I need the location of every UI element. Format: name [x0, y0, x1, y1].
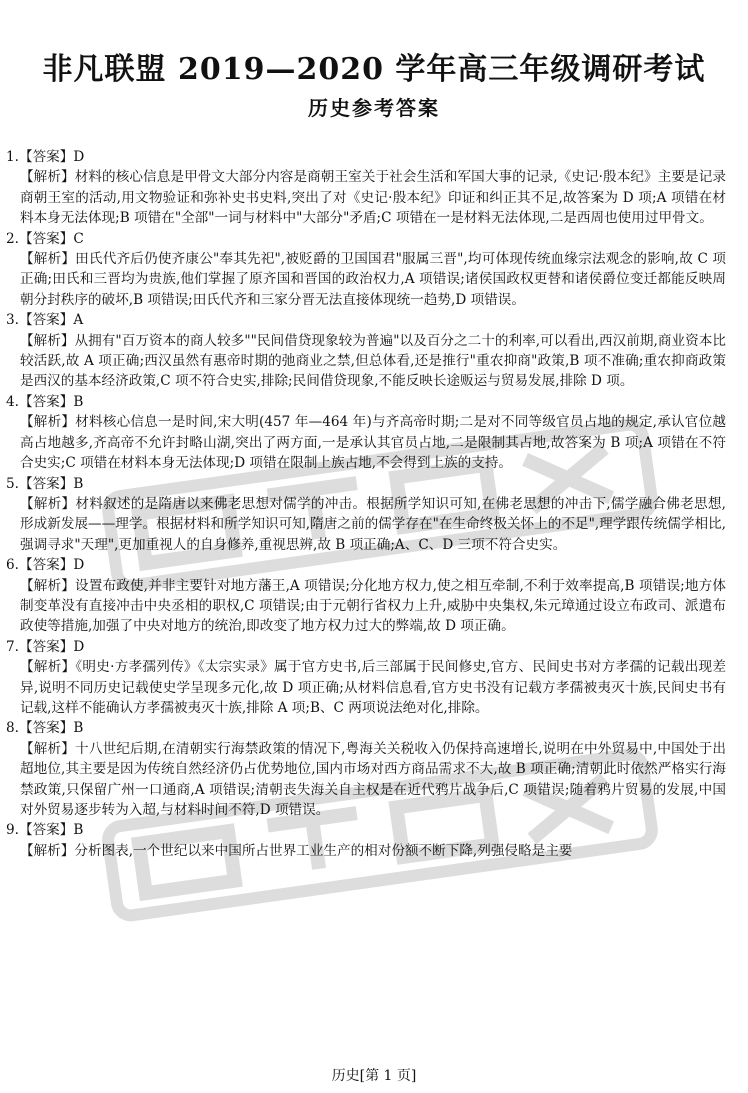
answer-item	[6, 147, 726, 229]
answer-item	[6, 555, 726, 637]
explanation-text: 【解析】材料叙述的是隋唐以来佛老思想对儒学的冲击。根据所学知识可知,在佛老思想的冲击下,儒学融合佛老思想,形成新发展——理学。根据材料和所学知识可知,隋唐之前的儒学存在"在生命终极关怀上的不足",理学跟传统儒学相比,强调寻求"天理",更加重视人的自身修养,重视思辨,故 B 项正确;A、C、D 三项不符合史实。	[20, 495, 726, 553]
answer-item	[6, 392, 726, 474]
explanation-text: 【解析】材料的核心信息是甲骨文大部分内容是商朝王室关于社会生活和军国大事的记录,《史记·殷本纪》主要是记录商朝王室的活动,用文物验证和弥补史书史料,突出了对《史记·殷本纪》印证和纠正其不足,故答案为 D 项;A 项错在材料本身无法体现;B 项错在"全部"一词与材料中"大部分"矛盾;C 项错在一是材料无法体现,二是西周也使用过甲骨文。	[20, 169, 726, 227]
explanation-text: 【解析】设置布政使,并非主要针对地方藩王,A 项错误;分化地方权力,使之相互牵制,不利于效率提高,B 项错误;地方体制变革没有直接冲击中央丞相的职权,C 项错误;由于元朝行省权力上升,威胁中央集权,朱元璋通过设立布政司、派遣布政使等措施,加强了中央对地方的统治,即改变了地方权力过大的弊端,故 D 项正确。	[20, 577, 726, 635]
explanation-text: 【解析】分析图表,一个世纪以来中国所占世界工业生产的相对份额不断下降,列强侵略是主要	[20, 842, 573, 859]
answer-line: 7.【答案】D	[6, 638, 85, 655]
answer-item	[6, 310, 726, 392]
answer-item	[6, 820, 726, 861]
answer-item	[6, 637, 726, 719]
explanation-text: 【解析】《明史·方孝孺列传》《太宗实录》属于官方史书,后三部属于民间修史,官方、民间史书对方孝孺的记载出现差异,说明不同历史记载使史学呈现多元化,故 D 项正确;从材料信息看,官方史书没有记载方孝孺被夷灭十族,民间史书有记载,这样不能确认方孝孺被夷灭十族,排除 A 项;B、C 两项说法绝对化,排除。	[20, 659, 726, 716]
answer-line: 1.【答案】D	[6, 149, 85, 165]
explanation-text: 【解析】十八世纪后期,在清朝实行海禁政策的情况下,粤海关关税收入仍保持高速增长,说明在中外贸易中,中国处于出超地位,其主要是因为传统自然经济仍占优势地位,国内市场对西方商品需求不大,故 B 项正确;清朝此时依然严格实行海禁政策,只保留广州一口通商,A 项错误;清朝丧失海关自主权是在近代鸦片战争后,C 项错误;随着鸦片贸易的发展,中国对外贸易逐步转为入超,与材料时间不符,D 项错误。	[20, 740, 726, 818]
answer-line: 5.【答案】B	[6, 475, 84, 492]
answer-item	[6, 718, 726, 820]
explanation-text: 【解析】材料核心信息一是时间,宋大明(457 年—464 年)与齐高帝时期;二是对不同等级官员占地的规定,承认官位越高占地越多,齐高帝不允许封略山湖,突出了两方面,一是承认其官员占地,二是限制其占地,故答案为 B 项;A 项错在不符合史实;C 项错在材料本身无法体现;D 项错在限制上族占地,不会得到上族的支持。	[20, 414, 726, 472]
answer-item	[6, 474, 726, 556]
page-footer: 历史[第 1 页]	[331, 1068, 417, 1084]
answer-line: 8.【答案】B	[6, 720, 84, 737]
answer-line: 3.【答案】A	[6, 312, 84, 329]
answer-line: 4.【答案】B	[6, 393, 84, 410]
explanation-text: 【解析】田氏代齐后仍使齐康公"奉其先祀",被贬爵的卫国国君"服属三晋",均可体现传统血缘宗法观念的影响,故 C 项正确;田氏和三晋均为贵族,他们掌握了原齐国和晋国的政治权力,A 项错误;诸侯国政权更替和诸侯爵位变迁都能反映周朝分封秩序的破坏,B 项错误;田氏代齐和三家分晋无法直接体现统一趋势,D 项错误。	[20, 251, 726, 308]
explanation-text: 【解析】从拥有"百万资本的商人较多""民间借贷现象较为普遍"以及百分之二十的利率,可以看出,西汉前期,商业资本比较活跃,故 A 项正确;西汉虽然有惠帝时期的弛商业之禁,但总体看,还是推行"重农抑商"政策,B 项不准确;重农抑商政策是西汉的基本经济政策,C 项不符合史实,排除;民间借贷现象,不能反映长途贩运与贸易发展,排除 D 项。	[20, 332, 726, 390]
answer-line: 6.【答案】D	[6, 557, 85, 574]
page-title: 非凡联盟 2019—2020 学年高三年级调研考试	[42, 52, 706, 87]
answer-list	[6, 147, 726, 861]
answer-line: 2.【答案】C	[6, 230, 84, 247]
page-subtitle: 历史参考答案	[308, 96, 440, 120]
answer-line: 9.【答案】B	[6, 822, 84, 839]
answer-item	[6, 229, 726, 311]
